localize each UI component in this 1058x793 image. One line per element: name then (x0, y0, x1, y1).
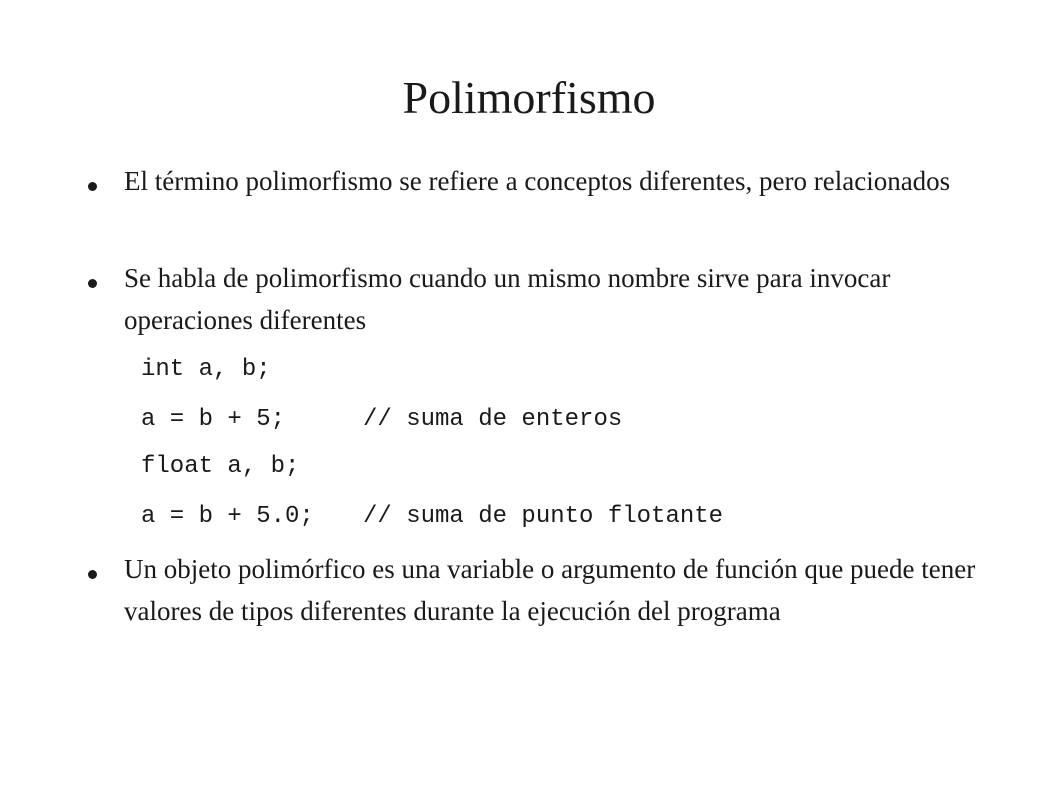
code-statement: float a, b; (141, 453, 300, 480)
code-statement: a = b + 5; (141, 406, 286, 433)
code-comment: // suma de punto flotante (363, 503, 724, 530)
code-comment: // suma de enteros (363, 406, 623, 433)
bullet-dot (88, 279, 97, 288)
code-line (141, 452, 363, 482)
bullet-text: El término polimorfismo se refiere a conceptos diferentes, pero relacionados (124, 166, 951, 196)
code-line (141, 355, 363, 385)
code-line (141, 502, 723, 532)
code-line (141, 405, 622, 435)
code-statement: a = b + 5.0; (141, 503, 314, 530)
slide-title: Polimorfismo (402, 72, 656, 123)
bullet-dot (88, 570, 97, 579)
bullet-dot (88, 182, 97, 191)
code-statement: int a, b; (141, 356, 271, 383)
bullet-text: Se habla de polimorfismo cuando un mismo nombre sirve para invocar operaciones diferentes (124, 263, 891, 335)
bullet-text: Un objeto polimórfico es una variable o argumento de función que puede tener valores de tipos diferentes durante la ejecución del programa (124, 554, 976, 626)
